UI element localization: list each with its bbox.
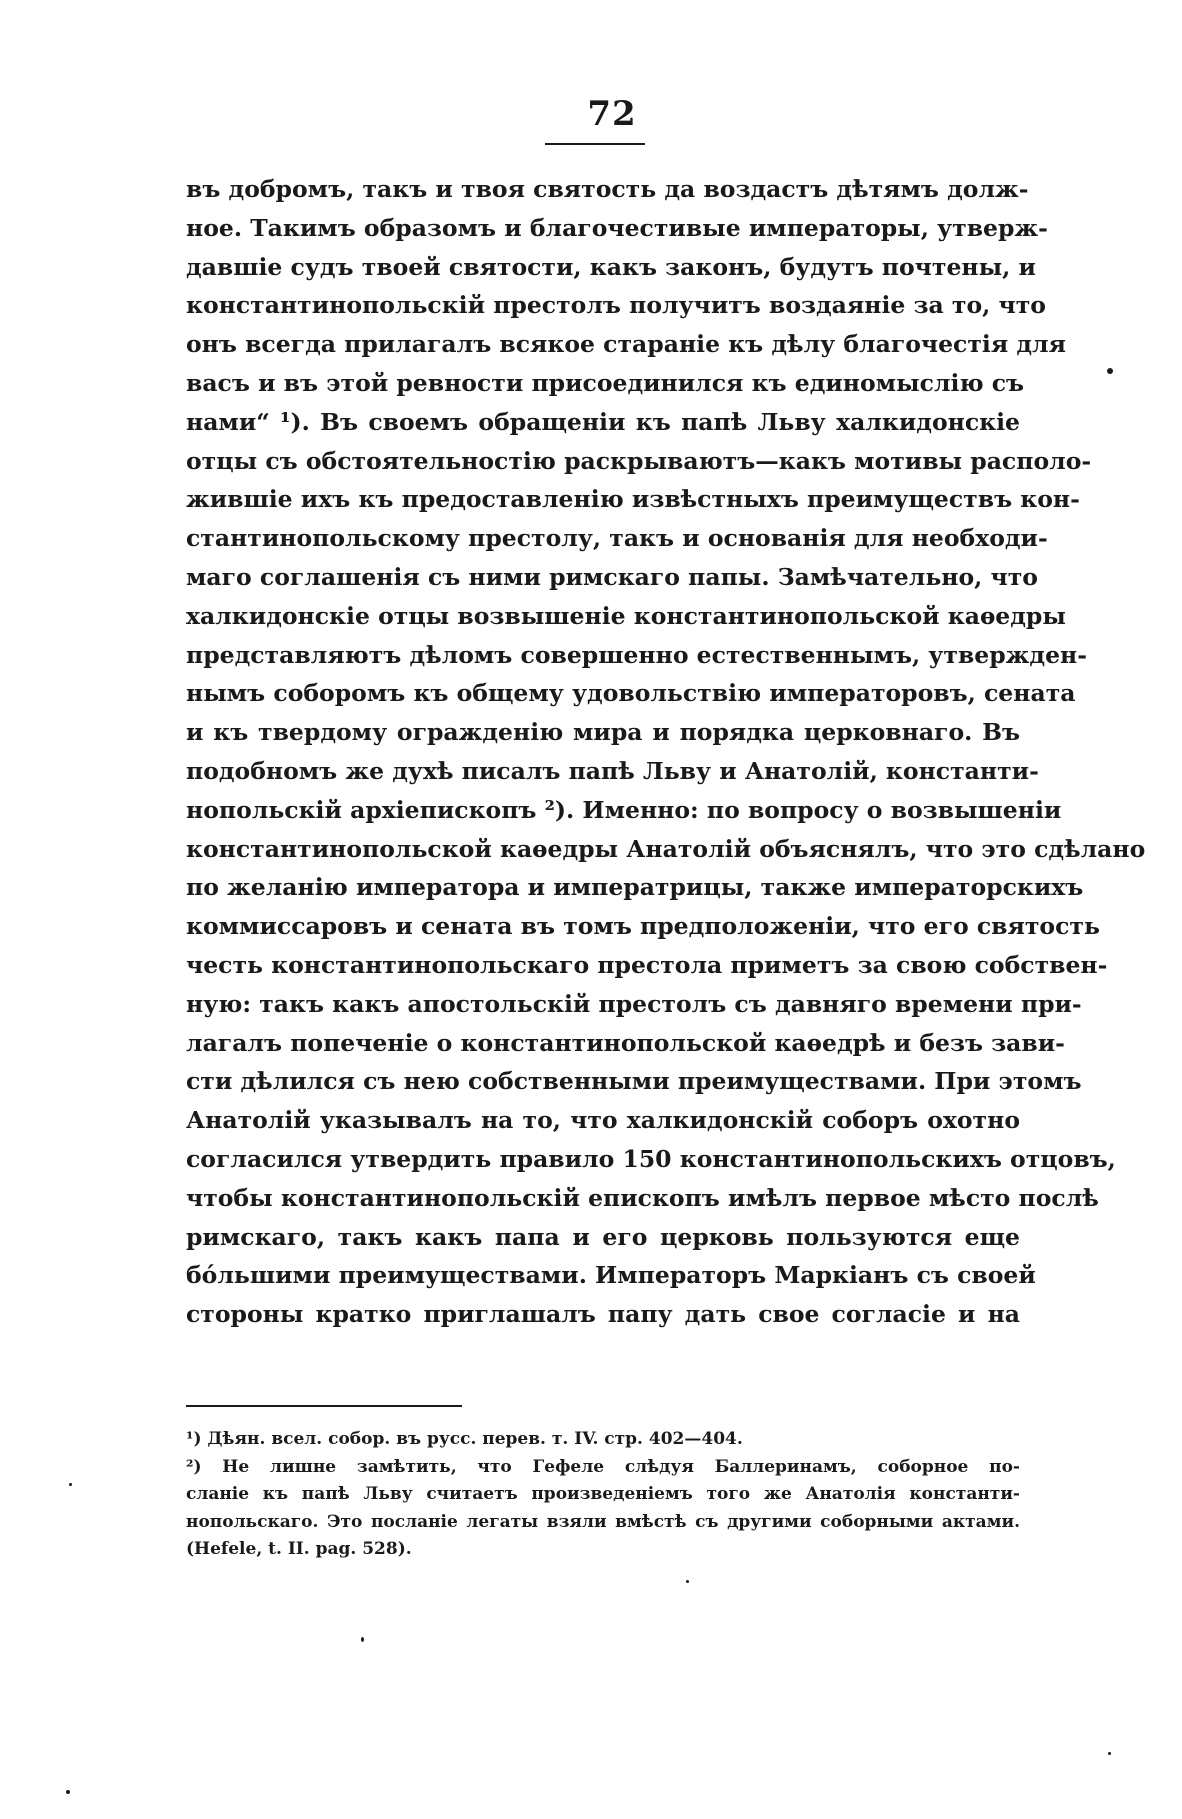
footnotes xyxy=(186,1426,1020,1564)
scan-speck xyxy=(1107,368,1113,374)
text-line: по желанію императора и императрицы, также императорскихъ xyxy=(186,873,1084,902)
text-line: честь константинопольскаго престола приметъ за свою собствен- xyxy=(186,950,1108,979)
text-line: ное. Такимъ образомъ и благочестивые императоры, утверж- xyxy=(186,213,1048,242)
text-line: стантинопольскому престолу, такъ и основанія для необходи- xyxy=(186,524,1048,553)
text-line: отцы съ обстоятельностію раскрываютъ—какъ мотивы располо- xyxy=(186,446,1092,475)
text-line: лагалъ попеченіе о константинопольской каѳедрѣ и безъ зави- xyxy=(186,1028,1065,1057)
text-line: подобномъ же духѣ писалъ папѣ Льву и Анатолій, константи- xyxy=(186,756,1039,785)
page-number-rule xyxy=(545,143,645,145)
text-line: бо́льшими преимуществами. Императоръ Маркіанъ съ своей xyxy=(186,1261,1036,1290)
text-line: сти дѣлился съ нею собственными преимуществами. При этомъ xyxy=(186,1067,1082,1096)
footnote-line: ²) Не лишне замѣтить, что Гефеле слѣдуя Баллеринамъ, соборное по- xyxy=(186,1456,1020,1477)
text-line: онъ всегда прилагалъ всякое стараніе къ дѣлу благочестія для xyxy=(186,330,1066,359)
text-line: представляютъ дѣломъ совершенно естественнымъ, утвержден- xyxy=(186,640,1087,669)
text-line: римскаго, такъ какъ папа и его церковь пользуются еще xyxy=(186,1222,1020,1251)
page-number: 72 xyxy=(587,94,637,134)
text-line: коммиссаровъ и сената въ томъ предположеніи, что его святость xyxy=(186,912,1100,941)
text-line: маго соглашенія съ ними римскаго папы. Замѣчательно, что xyxy=(186,562,1038,591)
text-line: ную: такъ какъ апостольскій престолъ съ давняго времени при- xyxy=(186,989,1082,1018)
text-line: въ добромъ, такъ и твоя святость да воздастъ дѣтямъ долж- xyxy=(186,175,1029,203)
footnote-line: нопольскаго. Это посланіе легаты взяли вмѣстѣ съ другими соборными актами. xyxy=(186,1511,1020,1532)
text-line: константинопольской каѳедры Анатолій объяснялъ, что это сдѣлано xyxy=(186,834,1146,863)
text-line: согласился утвердить правило 150 константинопольскихъ отцовъ, xyxy=(186,1144,1116,1173)
text-line: васъ и въ этой ревности присоединился къ единомыслію съ xyxy=(186,368,1025,397)
body-text xyxy=(186,170,1146,1334)
scan-speck xyxy=(361,1637,364,1642)
scan-speck xyxy=(69,1483,72,1486)
text-line: стороны кратко приглашалъ папу дать свое согласіе и на xyxy=(186,1300,1020,1329)
text-line: нымъ соборомъ къ общему удовольствію императоровъ, сената xyxy=(186,679,1076,708)
scan-speck xyxy=(66,1790,70,1794)
text-line: константинопольскій престолъ получитъ воздаяніе за то, что xyxy=(186,291,1046,320)
text-line: Анатолій указывалъ на то, что халкидонскій соборъ охотно xyxy=(186,1106,1020,1135)
scan-speck xyxy=(686,1580,689,1583)
footnote-line: (Hefele, t. II. pag. 528). xyxy=(186,1539,412,1559)
text-line: халкидонскіе отцы возвышеніе константинопольской каѳедры xyxy=(186,601,1066,630)
footnote-line: ¹) Дѣян. всел. собор. въ русс. перев. т. IV. стр. 402—404. xyxy=(186,1429,743,1449)
text-line: чтобы константинопольскій епископъ имѣлъ первое мѣсто послѣ xyxy=(186,1183,1099,1212)
footnote-rule xyxy=(186,1405,462,1407)
text-line: давшіе судъ твоей святости, какъ законъ, будутъ почтены, и xyxy=(186,252,1036,281)
scan-speck xyxy=(1108,1752,1111,1755)
text-line: нопольскій архіепископъ ²). Именно: по вопросу о возвышеніи xyxy=(186,795,1062,824)
text-line: жившіе ихъ къ предоставленію извѣстныхъ преимуществъ кон- xyxy=(186,485,1080,514)
footnote-line: сланіе къ папѣ Льву считаетъ произведеніемъ того же Анатолія константи- xyxy=(186,1484,1020,1504)
text-line: нами“ ¹). Въ своемъ обращеніи къ папѣ Льву халкидонскіе xyxy=(186,407,1020,436)
text-line: и къ твердому огражденію мира и порядка церковнаго. Въ xyxy=(186,718,1020,747)
